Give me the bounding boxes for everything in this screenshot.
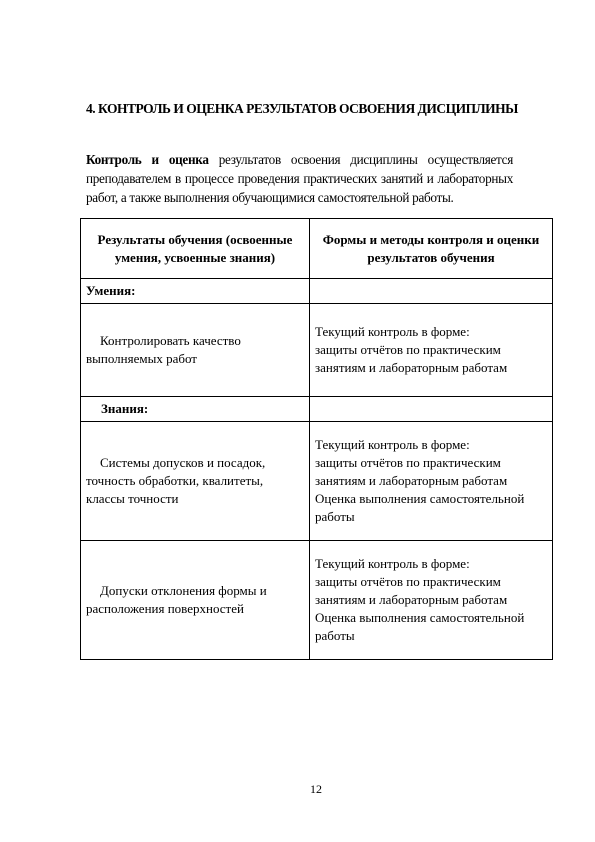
intro-text: результатов освоения дисциплины осуществляется преподавателем в процессе проведения практических занятий и лабораторных работ, а также выполнения обучающимися самостоятельной работы. — [86, 152, 513, 205]
method-line: Оценка выполнения самостоятельной — [315, 610, 525, 625]
header-learning-results: Результаты обучения (освоенные умения, усвоенные знания) — [81, 219, 310, 279]
method-line: Текущий контроль в форме: — [315, 556, 470, 571]
knowledge-section-row — [81, 397, 553, 422]
table-row — [81, 304, 553, 397]
result-cell: Системы допусков и посадок, точность обработки, квалитеты, классы точности — [81, 422, 310, 541]
section-title: 4. КОНТРОЛЬ И ОЦЕНКА РЕЗУЛЬТАТОВ ОСВОЕНИЯ ДИСЦИПЛИНЫ — [86, 101, 518, 116]
method-line: Текущий контроль в форме: — [315, 324, 470, 339]
table-row — [81, 422, 553, 541]
knowledge-label: Знания: — [81, 397, 310, 422]
result-cell: Контролировать качество выполняемых работ — [81, 304, 310, 397]
skills-section-row — [81, 279, 553, 304]
method-line: Оценка выполнения самостоятельной — [315, 491, 525, 506]
header-control-methods: Формы и методы контроля и оценки результатов обучения — [310, 219, 553, 279]
method-cell — [310, 541, 553, 660]
method-cell — [310, 422, 553, 541]
empty-cell — [310, 279, 553, 304]
method-line: занятиям и лабораторным работам — [315, 473, 508, 488]
method-line: защиты отчётов по практическим — [315, 574, 501, 589]
method-line: работы — [315, 509, 355, 524]
table-header-row — [81, 219, 553, 279]
skills-label: Умения: — [81, 279, 310, 304]
method-line: защиты отчётов по практическим — [315, 455, 501, 470]
method-line: работы — [315, 628, 355, 643]
method-line: защиты отчётов по практическим — [315, 342, 501, 357]
result-cell: Допуски отклонения формы и расположения поверхностей — [81, 541, 310, 660]
method-line: Текущий контроль в форме: — [315, 437, 470, 452]
table-row — [81, 541, 553, 660]
method-line: занятиям и лабораторным работам — [315, 360, 508, 375]
empty-cell — [310, 397, 553, 422]
intro-paragraph — [86, 150, 513, 207]
method-cell — [310, 304, 553, 397]
page-number: 12 — [310, 782, 322, 796]
method-line: занятиям и лабораторным работам — [315, 592, 508, 607]
results-table — [80, 218, 553, 660]
intro-bold-text: Контроль и оценка — [86, 152, 209, 167]
